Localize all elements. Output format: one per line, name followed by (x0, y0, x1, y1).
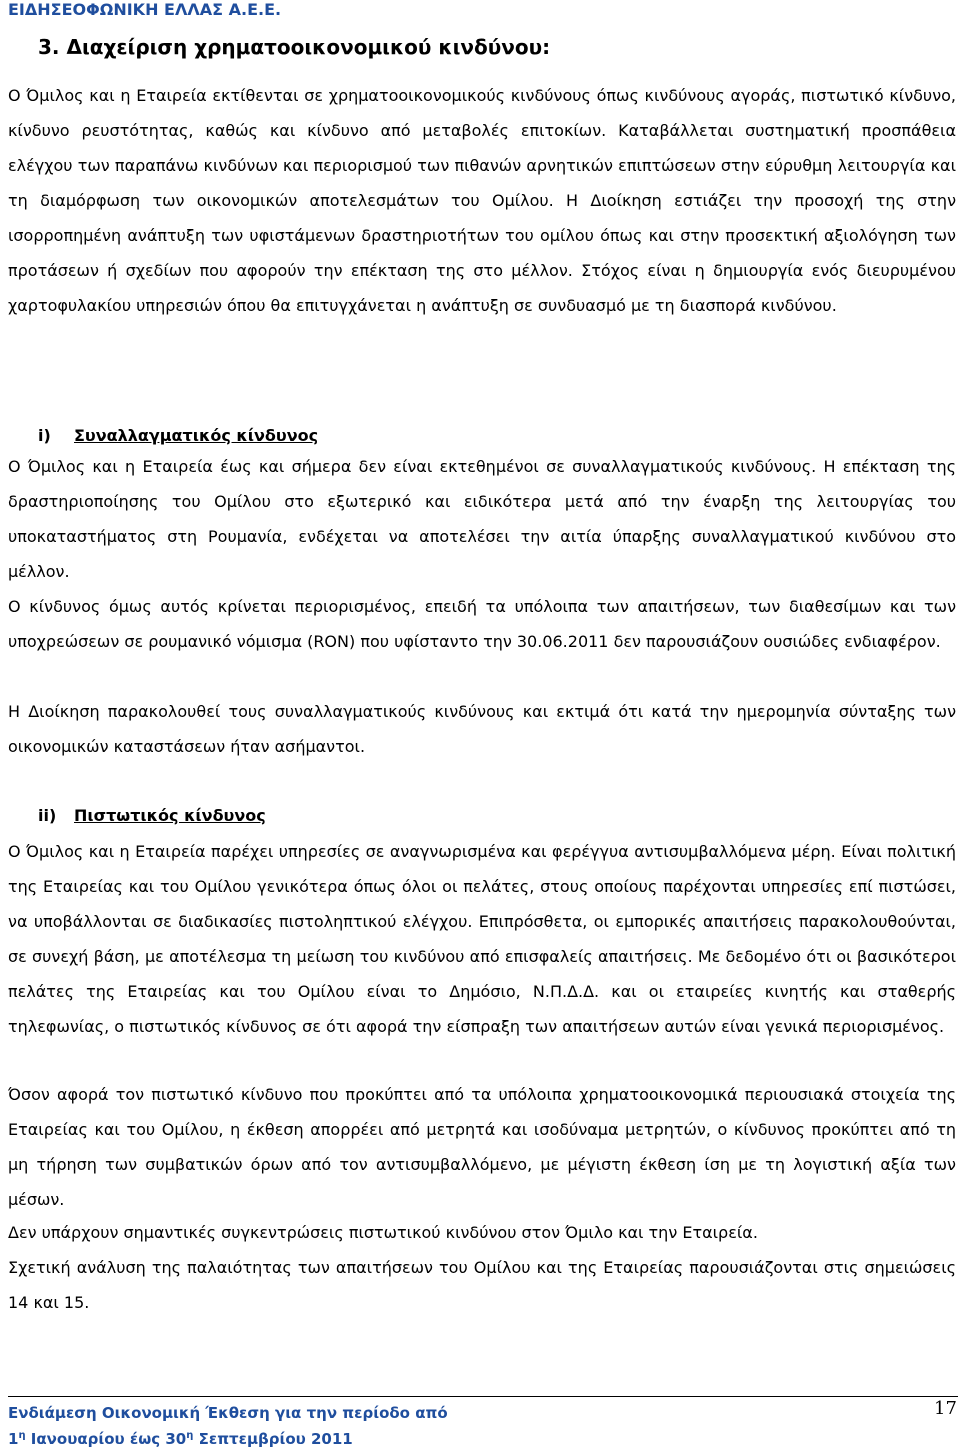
page-number: 17 (934, 1398, 957, 1419)
footer-line-1: Ενδιάμεση Οικονομική Έκθεση για την περίοδο από (8, 1404, 448, 1422)
footer-sup-start: η (18, 1430, 26, 1441)
credit-risk-number: ii) (38, 806, 57, 825)
company-header: ΕΙΔΗΣΕΟΦΩΝΙΚΗ ΕΛΛΑΣ Α.Ε.Ε. (8, 0, 282, 16)
credit-risk-paragraph-2: Όσον αφορά τον πιστωτικό κίνδυνο που προκύπτει από τα υπόλοιπα χρηματοοικονομικά περιουσιακά στοιχεία της Εταιρείας και του Ομίλου, η έκθεση απορρέει από μετρητά και ισοδύναμα μετρητών, ο κίνδυνος προκύπτει από τη μη τήρηση των συμβατικών όρων από τον αντισυμβαλλόμενο, με μέγιστη έκθεση ίση με τη λογιστική αξία των μέσων. (8, 1085, 956, 1209)
fx-risk-paragraph-2: Ο κίνδυνος όμως αυτός κρίνεται περιορισμένος, επειδή τα υπόλοιπα των απαιτήσεων, των διαθεσίμων και των υποχρεώσεων σε ρουμανικό νόμισμα (RON) που υφίσταντο την 30.06.2011 δεν παρουσιάζουν ουσιώδες ενδιαφέρον. (8, 597, 956, 651)
footer-day-start: 1 (8, 1430, 19, 1448)
footer-line-2 (8, 1426, 353, 1449)
credit-risk-heading (38, 801, 266, 831)
fx-risk-heading (38, 421, 318, 451)
section-title: 3. Διαχείριση χρηματοοικονομικού κινδύνου: (38, 35, 551, 59)
footer-sup-end: η (186, 1430, 194, 1441)
footer-divider (8, 1396, 958, 1397)
intro-paragraph: Ο Όμιλος και η Εταιρεία εκτίθενται σε χρηματοοικονομικούς κινδύνους όπως κινδύνους αγοράς, πιστωτικό κίνδυνο, κίνδυνο ρευστότητας, καθώς και κίνδυνο από μεταβολές επιτοκίων. Καταβάλλεται συστηματική προσπάθεια ελέγχου των παραπάνω κινδύνων και περιορισμού των πιθανών αρνητικών επιπτώσεων στην εύρυθμη λειτουργία και τη διαμόρφωση των οικονομικών αποτελεσμάτων του Ομίλου. Η Διοίκηση εστιάζει την προσοχή της στην ισορροπημένη ανάπτυξη των υφιστάμενων δραστηριοτήτων του ομίλου όπως και στην προσεκτική αξιολόγηση των προτάσεων ή σχεδίων που αφορούν την επέκταση της στο μέλλον. Στόχος είναι η δημιουργία ενός διευρυμένου χαρτοφυλακίου υπηρεσιών όπου θα επιτυγχάνεται η ανάπτυξη σε συνδυασμό με τη διασπορά κινδύνου. (8, 86, 956, 315)
footer-period-middle: Ιανουαρίου έως 30 (25, 1430, 187, 1448)
credit-risk-paragraph-4: Σχετική ανάλυση της παλαιότητας των απαιτήσεων του Ομίλου και της Εταιρείας παρουσιάζονται στις σημειώσεις 14 και 15. (8, 1258, 956, 1312)
credit-risk-title: Πιστωτικός κίνδυνος (74, 806, 266, 825)
footer-period-end: Σεπτεμβρίου 2011 (193, 1430, 353, 1448)
fx-risk-paragraph-1: Ο Όμιλος και η Εταιρεία έως και σήμερα δεν είναι εκτεθημένοι σε συναλλαγματικούς κινδύνους. Η επέκταση της δραστηριοποίησης του Ομίλου στο εξωτερικό και ειδικότερα μετά από την έναρξη της λειτουργίας του υποκαταστήματος στη Ρουμανία, ενδέχεται να αποτελέσει την αιτία ύπαρξης συναλλαγματικού κινδύνου στο μέλλον. (8, 457, 956, 581)
fx-risk-number: i) (38, 426, 51, 445)
credit-risk-paragraph-3: Δεν υπάρχουν σημαντικές συγκεντρώσεις πιστωτικού κινδύνου στον Όμιλο και την Εταιρεία. (8, 1223, 758, 1242)
credit-risk-paragraph-1: Ο Όμιλος και η Εταιρεία παρέχει υπηρεσίες σε αναγνωρισμένα και φερέγγυα αντισυμβαλλόμενα μέρη. Είναι πολιτική της Εταιρείας και του Ομίλου γενικότερα όπως όλοι οι πελάτες, στους οποίους παρέχονται υπηρεσίες επί πιστώσει, να υποβάλλονται σε διαδικασίες πιστοληπτικού ελέγχου. Επιπρόσθετα, οι εμπορικές απαιτήσεις παρακολουθούνται, σε συνεχή βάση, με αποτέλεσμα τη μείωση του κινδύνου από επισφαλείς απαιτήσεις. Με δεδομένο ότι οι βασικότεροι πελάτες της Εταιρείας και του Ομίλου είναι το Δημόσιο, Ν.Π.Δ.Δ. και οι εταιρείες κινητής και σταθερής τηλεφωνίας, ο πιστωτικός κίνδυνος σε ότι αφορά την είσπραξη των απαιτήσεων αυτών είναι γενικά περιορισμένος. (8, 842, 956, 1036)
fx-risk-paragraph-3: Η Διοίκηση παρακολουθεί τους συναλλαγματικούς κινδύνους και εκτιμά ότι κατά την ημερομηνία σύνταξης των οικονομικών καταστάσεων ήταν ασήμαντοι. (8, 702, 956, 756)
fx-risk-title: Συναλλαγματικός κίνδυνος (74, 426, 319, 445)
